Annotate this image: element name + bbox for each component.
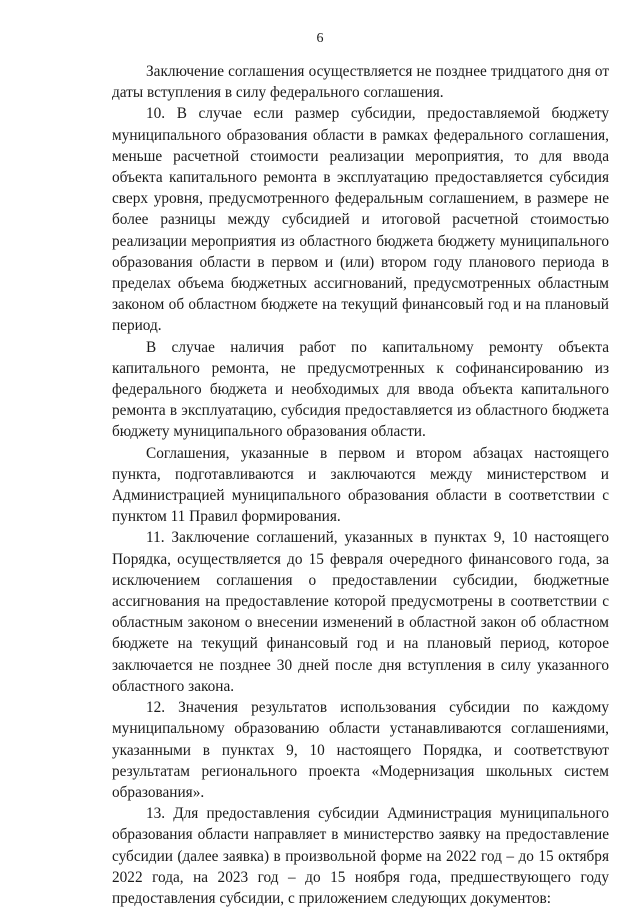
paragraph-item-10-repair-works: В случае наличия работ по капитальному ремонту объекта капитального ремонта, не предусмотренных к софинансированию из федерального бюджета и необходимых для ввода объекта капитального ремонта в эксплуатацию, субсидия предоставляется из областного бюджета бюджету муниципального образования области.: [112, 338, 609, 441]
page-number: 6: [316, 31, 324, 46]
paragraph-agreement-deadline: Заключение соглашения осуществляется не позднее тридцатого дня от даты вступления в силу федерального соглашения.: [112, 63, 609, 102]
paragraph-item-12: 12. Значения результатов использования субсидии по каждому муниципальному образованию области устанавливаются соглашениями, указанными в пунктах 9, 10 настоящего Порядка, и соответствуют результатам регионального проекта «Модернизация школьных систем образования».: [112, 699, 609, 801]
paragraph-item-13: 13. Для предоставления субсидии Администрация муниципального образования области направляет в министерство заявку на предоставление субсидии (далее заявка) в произвольной форме на 2022 год – до 15 октября 2022 года, на 2023 год – до 15 ноября года, предшествующего году предоставления субсидии, с приложением следующих документов:: [112, 805, 609, 907]
paragraph-item-10-agreements: Соглашения, указанные в первом и втором абзацах настоящего пункта, подготавливаются и заключаются между министерством и Администрацией муниципального образования области в соответствии с пунктом 11 Правил формирования.: [112, 444, 609, 526]
paragraph-item-11: 11. Заключение соглашений, указанных в пунктах 9, 10 настоящего Порядка, осуществляется до 15 февраля очередного финансового года, за исключением соглашения о предоставлении субсидии, бюджетные ассигнования на предоставление которой предусмотрены в соответствии с областным законом о внесении изменений в областной закон об областном бюджете на текущий финансовый год и на плановый период, которое заключается не позднее 30 дней после дня вступления в силу указанного областного закона.: [112, 529, 609, 695]
document-body: [112, 61, 609, 909]
paragraph-item-10: 10. В случае если размер субсидии, предоставляемой бюджету муниципального образования области в рамках федерального соглашения, меньше расчетной стоимости реализации мероприятия, то для ввода объекта капитального ремонта в эксплуатацию предоставляется субсидия сверх уровня, предусмотренного федеральным соглашением, в размере не более разницы между субсидией и итоговой расчетной стоимостью реализации мероприятия из областного бюджета бюджету муниципального образования области в первом и (или) втором году планового периода в пределах объема бюджетных ассигнований, предусмотренных областным законом об областном бюджете на текущий финансовый год и на плановый период.: [112, 105, 609, 335]
